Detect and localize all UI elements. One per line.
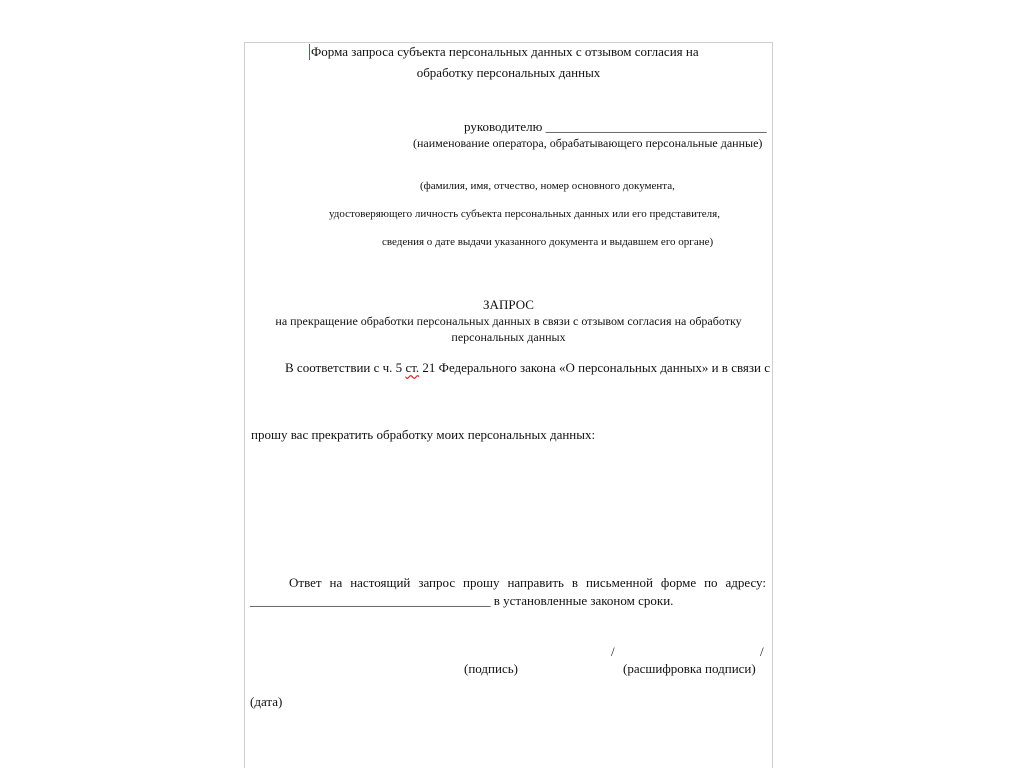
addressee-hint: (наименование оператора, обрабатывающего персональные данные) [413,136,763,150]
request-subheading-line1: на прекращение обработки персональных данных в связи с отзывом согласия на обработку [275,314,742,328]
document-page [244,42,773,768]
body-part2: 21 Федерального закона «О персональных данных» и в связи с [419,360,771,375]
body-paragraph [285,361,770,374]
sender-hint-line2: удостоверяющего личность субъекта персональных данных или его представителя, [329,208,720,220]
body-part1: В соответствии с ч. 5 [285,360,406,375]
request-heading: ЗАПРОС [483,297,534,312]
spellcheck-word: ст. [405,360,420,375]
request-text: прошу вас прекратить обработку моих персональных данных: [251,427,596,442]
document-title-line1: Форма запроса субъекта персональных данных с отзывом согласия на [311,44,699,59]
reply-line1 [251,576,766,589]
document-title-line2: обработку персональных данных [416,65,601,80]
slash-right: / [760,644,764,659]
sender-hint-line3: сведения о дате выдачи указанного документа и выдавшем его органе) [382,236,714,248]
reply-line1-text: Ответ на настоящий запрос прошу направить в письменной форме по адресу: [289,575,766,590]
signature-decode-label: (расшифровка подписи) [623,661,756,676]
request-subheading-line2: персональных данных [451,330,566,344]
reply-line2: _____________________________________ в установленные законом сроки. [250,593,674,608]
text-cursor [309,44,310,60]
sender-hint-line1: (фамилия, имя, отчество, номер основного документа, [420,180,675,192]
date-label: (дата) [250,694,283,709]
signature-label: (подпись) [464,661,518,676]
slash-left: / [611,644,615,659]
addressee-line: руководителю __________________________________ [464,119,767,134]
